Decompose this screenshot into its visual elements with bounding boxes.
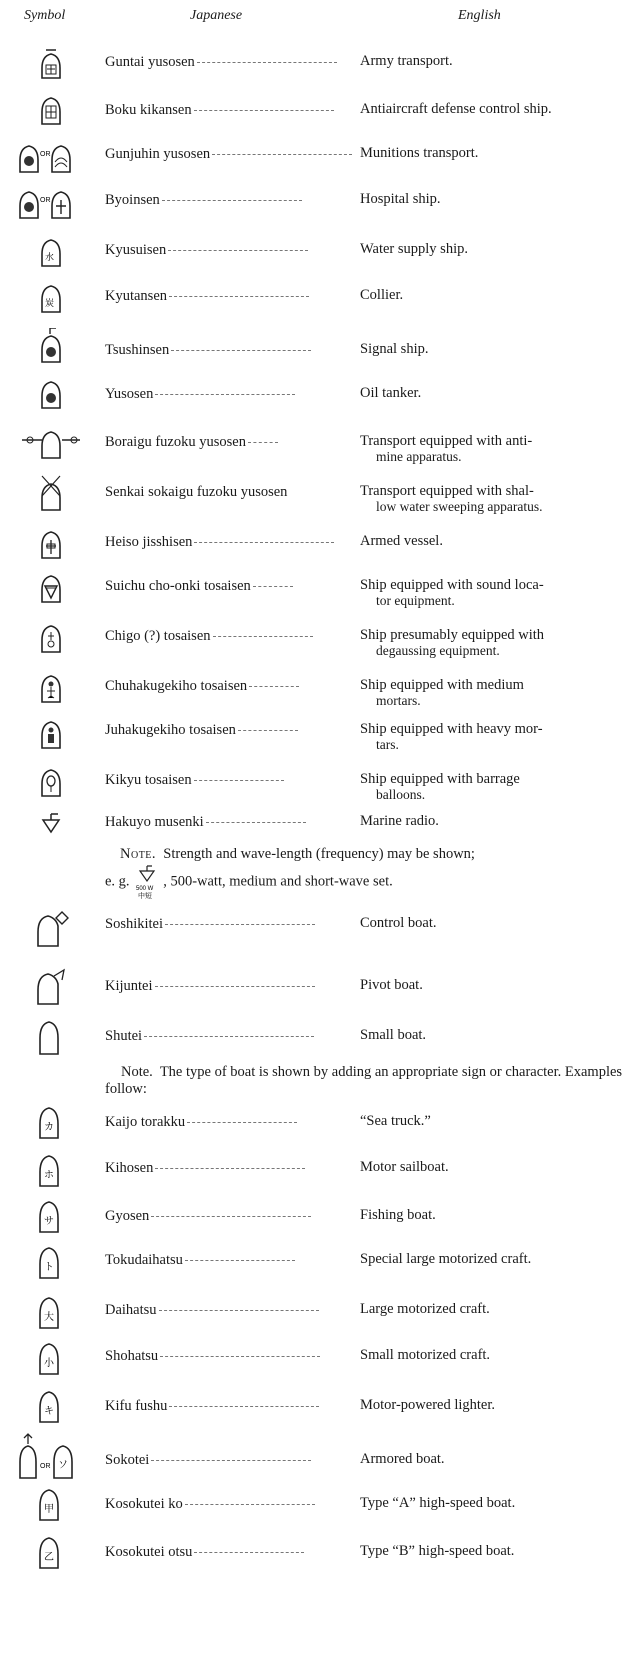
jp-term: Juhakugekiho tosaisen	[105, 722, 236, 738]
oil-tanker-icon	[18, 376, 90, 416]
svg-text:水: 水	[45, 253, 55, 263]
svg-text:キ: キ	[44, 1406, 54, 1417]
control-boat-icon	[18, 904, 90, 944]
en-term: Collier.	[360, 287, 404, 303]
jp-term: Guntai yusosen	[105, 54, 195, 70]
en-term: Type “A” high-speed boat.	[360, 1495, 516, 1511]
jp-term: Gunjuhin yusosen	[105, 146, 211, 162]
pivot-boat-icon	[18, 964, 90, 1004]
header-symbol: Symbol	[24, 8, 66, 23]
jp-term: Senkai sokaigu fuzoku yusosen	[105, 484, 288, 500]
en-term: Marine radio.	[360, 813, 439, 829]
jp-term: Suichu cho-onki tosaisen	[105, 578, 251, 594]
en-term: Control boat.	[360, 915, 437, 931]
or-label: OR	[40, 1463, 51, 1470]
army-transport-icon	[18, 48, 90, 88]
jp-term: Hakuyo musenki	[105, 814, 204, 830]
en-term: Small boat.	[360, 1027, 427, 1043]
sea-truck-icon	[18, 1104, 90, 1144]
motor-lighter-icon	[18, 1388, 90, 1428]
jp-term: Chigo (?) tosaisen	[105, 628, 211, 644]
jp-term: Kosokutei ko	[105, 1496, 183, 1512]
svg-text:ト: ト	[44, 1262, 54, 1273]
marine-radio-icon	[18, 806, 90, 846]
en-term: Fishing boat.	[360, 1207, 436, 1223]
en-term: Ship equipped with medium mortars.	[360, 677, 524, 708]
en-term: Motor sailboat.	[360, 1159, 449, 1175]
jp-term: Gyosen	[105, 1208, 150, 1224]
svg-text:小: 小	[44, 1358, 54, 1369]
en-term: Ship presumably equipped with degaussing equipment.	[360, 627, 545, 658]
en-term: Ship equipped with barrage balloons.	[360, 771, 520, 802]
en-term: “Sea truck.”	[360, 1113, 431, 1129]
jp-term: Kifu fushu	[105, 1398, 168, 1414]
armored-boat-icon	[18, 1432, 98, 1482]
jp-term: Sokotei	[105, 1452, 150, 1468]
en-term: Armored boat.	[360, 1451, 445, 1467]
collier-icon	[18, 280, 90, 320]
sound-locator-ship-icon	[18, 570, 90, 610]
degaussing-ship-icon	[18, 620, 90, 660]
en-term: Oil tanker.	[360, 385, 422, 401]
hospital-ship-icon	[18, 186, 90, 226]
jp-term: Kyusuisen	[105, 242, 167, 258]
en-term: Army transport.	[360, 53, 453, 69]
note-boat-type: Note. The type of boat is shown by adding an appropriate sign or character. Examples follow:	[105, 1064, 623, 1097]
jp-term: Shohatsu	[105, 1348, 159, 1364]
motor-sailboat-icon	[18, 1152, 90, 1192]
jp-term: Soshikitei	[105, 916, 164, 932]
en-term: Type “B” high-speed boat.	[360, 1543, 515, 1559]
svg-text:甲: 甲	[44, 1504, 54, 1515]
jp-term: Heiso jisshisen	[105, 534, 193, 550]
or-label: OR	[40, 197, 51, 204]
jp-term: Daihatsu	[105, 1302, 157, 1318]
en-term: Antiaircraft defense control ship.	[360, 101, 552, 117]
jp-term: Kosokutei otsu	[105, 1544, 193, 1560]
radio-500w-icon	[133, 864, 163, 900]
anti-mine-transport-icon	[18, 426, 90, 466]
en-term: Ship equipped with sound loca- tor equipment.	[360, 577, 544, 608]
en-term: Hospital ship.	[360, 191, 441, 207]
special-large-craft-icon	[18, 1244, 90, 1284]
antiaircraft-ship-icon	[18, 94, 90, 134]
jp-term: Kikyu tosaisen	[105, 772, 192, 788]
jp-term: Chuhakugekiho tosaisen	[105, 678, 248, 694]
header-english: English	[458, 8, 501, 23]
shallow-sweep-transport-icon	[18, 474, 90, 514]
svg-text:ホ: ホ	[44, 1170, 54, 1181]
en-term: Munitions transport.	[360, 145, 479, 161]
jp-term: Byoinsen	[105, 192, 160, 208]
barrage-balloon-ship-icon	[18, 764, 90, 804]
svg-text:中短: 中短	[138, 892, 153, 900]
high-speed-boat-b-icon	[18, 1534, 90, 1574]
svg-text:炭: 炭	[45, 299, 55, 309]
en-term: Water supply ship.	[360, 241, 468, 257]
jp-term: Kaijo torakku	[105, 1114, 186, 1130]
en-term: Signal ship.	[360, 341, 429, 357]
munitions-transport-icon	[18, 140, 90, 180]
svg-text:乙: 乙	[44, 1552, 54, 1563]
armed-vessel-icon	[18, 526, 90, 566]
jp-term: Boku kikansen	[105, 102, 192, 118]
signal-ship-icon	[18, 328, 90, 368]
fishing-boat-icon	[18, 1198, 90, 1238]
en-term: Transport equipped with anti- mine apparatus.	[360, 433, 533, 464]
jp-term: Yusosen	[105, 386, 154, 402]
svg-text:カ: カ	[44, 1122, 54, 1133]
jp-term: Boraigu fuzoku yusosen	[105, 434, 246, 450]
en-term: Pivot boat.	[360, 977, 423, 993]
en-term: Large motorized craft.	[360, 1301, 490, 1317]
jp-term: Tokudaihatsu	[105, 1252, 183, 1268]
heavy-mortar-ship-icon	[18, 716, 90, 756]
svg-text:ソ: ソ	[58, 1460, 68, 1471]
note-example: e. g. 500 W 中短 , 500-watt, medium and short-wave set.	[105, 864, 625, 900]
header-japanese: Japanese	[190, 8, 243, 23]
svg-text:サ: サ	[44, 1216, 54, 1227]
jp-term: Tsushinsen	[105, 342, 170, 358]
jp-term: Kijuntei	[105, 978, 153, 994]
en-term: Ship equipped with heavy mor- tars.	[360, 721, 543, 752]
jp-term: Kyutansen	[105, 288, 168, 304]
en-term: Transport equipped with shal- low water sweeping apparatus.	[360, 483, 543, 514]
water-supply-ship-icon	[18, 234, 90, 274]
high-speed-boat-a-icon	[18, 1486, 90, 1526]
large-craft-icon	[18, 1294, 90, 1334]
medium-mortar-ship-icon	[18, 670, 90, 710]
small-craft-icon	[18, 1340, 90, 1380]
en-term: Special large motorized craft.	[360, 1251, 532, 1267]
en-term: Motor-powered lighter.	[360, 1397, 496, 1413]
en-term: Armed vessel.	[360, 533, 443, 549]
or-label: OR	[40, 151, 51, 158]
svg-text:大: 大	[44, 1312, 54, 1323]
jp-term: Kihosen	[105, 1160, 154, 1176]
note-strength: Note. Strength and wave-length (frequency) may be shown;	[120, 846, 475, 862]
en-term: Small motorized craft.	[360, 1347, 491, 1363]
svg-text:500 W: 500 W	[136, 886, 154, 892]
jp-term: Shutei	[105, 1028, 143, 1044]
small-boat-icon	[18, 1018, 90, 1058]
